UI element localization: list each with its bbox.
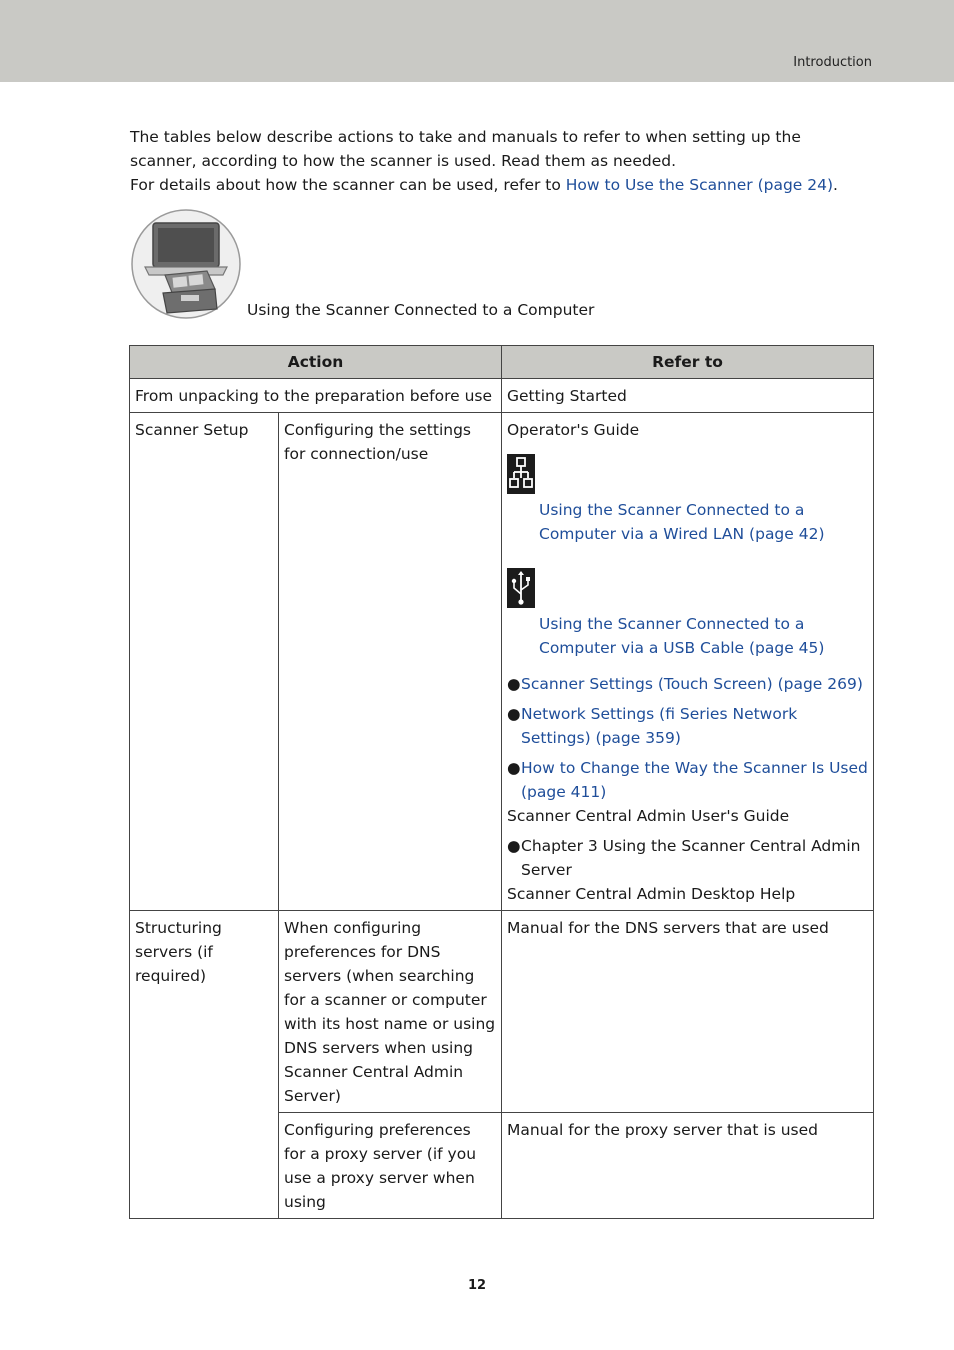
list-item (507, 756, 868, 804)
change-scanner-usage-link[interactable]: How to Change the Way the Scanner Is Used (page 411) (521, 759, 868, 801)
usb-link-wrap (507, 612, 868, 660)
row-servers-category: Structuring servers (if required) (130, 911, 279, 1219)
list-item (507, 834, 868, 882)
network-settings-link[interactable]: Network Settings (fi Series Network Settings) (page 359) (521, 705, 798, 747)
setup-table (129, 345, 874, 1219)
header-action: Action (130, 346, 502, 379)
row-proxy-detail: Configuring preferences for a proxy server (if you use a proxy server when using (279, 1113, 502, 1219)
intro-paragraph: The tables below describe actions to take and manuals to refer to when setting up the scanner, according to how the scanner is used. Read them as needed. (130, 128, 801, 170)
usb-icon (507, 568, 535, 608)
header-section-title: Introduction (793, 55, 872, 70)
intro-reference-suffix: . (833, 176, 838, 194)
operators-guide: Operator's Guide (507, 421, 640, 439)
bullet-symbol: ● (507, 705, 521, 723)
row-dns-detail: When configuring preferences for DNS servers (when searching for a scanner or computer with its host name or using DNS servers when using Scanner Central Admin Server) (279, 911, 502, 1113)
row-unpacking-refer: Getting Started (502, 379, 874, 413)
row-unpacking-action: From unpacking to the preparation before use (130, 379, 502, 413)
bullet-symbol: ● (507, 837, 521, 855)
wired-lan-icon (507, 454, 535, 494)
wired-lan-link[interactable]: Using the Scanner Connected to a Computer via a Wired LAN (page 42) (539, 501, 825, 543)
list-item (507, 672, 868, 696)
computer-scanner-icon (131, 209, 241, 319)
central-admin-desktop-help: Scanner Central Admin Desktop Help (507, 885, 796, 903)
scanner-settings-touch-link[interactable]: Scanner Settings (Touch Screen) (page 269) (521, 675, 863, 693)
table-row (130, 379, 874, 413)
page-number: 12 (467, 1278, 487, 1293)
usage-label: Using the Scanner Connected to a Computer (247, 301, 595, 319)
row-proxy-refer: Manual for the proxy server that is used (502, 1113, 874, 1219)
table-header-row (130, 346, 874, 379)
wired-lan-link-wrap (507, 498, 868, 546)
bullet-symbol: ● (507, 759, 521, 777)
row-dns-refer: Manual for the DNS servers that are used (502, 911, 874, 1113)
table-row (130, 413, 874, 911)
intro-text (130, 125, 860, 197)
central-admin-guide: Scanner Central Admin User's Guide (507, 807, 790, 825)
row-setup-category: Scanner Setup (130, 413, 279, 911)
row-setup-refer (502, 413, 874, 911)
header-refer-to: Refer to (502, 346, 874, 379)
list-item (507, 702, 868, 750)
table-row (130, 911, 874, 1113)
chapter3-text: Chapter 3 Using the Scanner Central Admin Server (521, 837, 861, 879)
intro-reference (130, 173, 860, 197)
usb-cable-link[interactable]: Using the Scanner Connected to a Computer via a USB Cable (page 45) (539, 615, 825, 657)
bullet-symbol: ● (507, 675, 521, 693)
row-setup-detail: Configuring the settings for connection/use (279, 413, 502, 911)
intro-reference-prefix: For details about how the scanner can be used, refer to (130, 176, 566, 194)
how-to-use-scanner-link[interactable]: How to Use the Scanner (page 24) (565, 176, 834, 194)
